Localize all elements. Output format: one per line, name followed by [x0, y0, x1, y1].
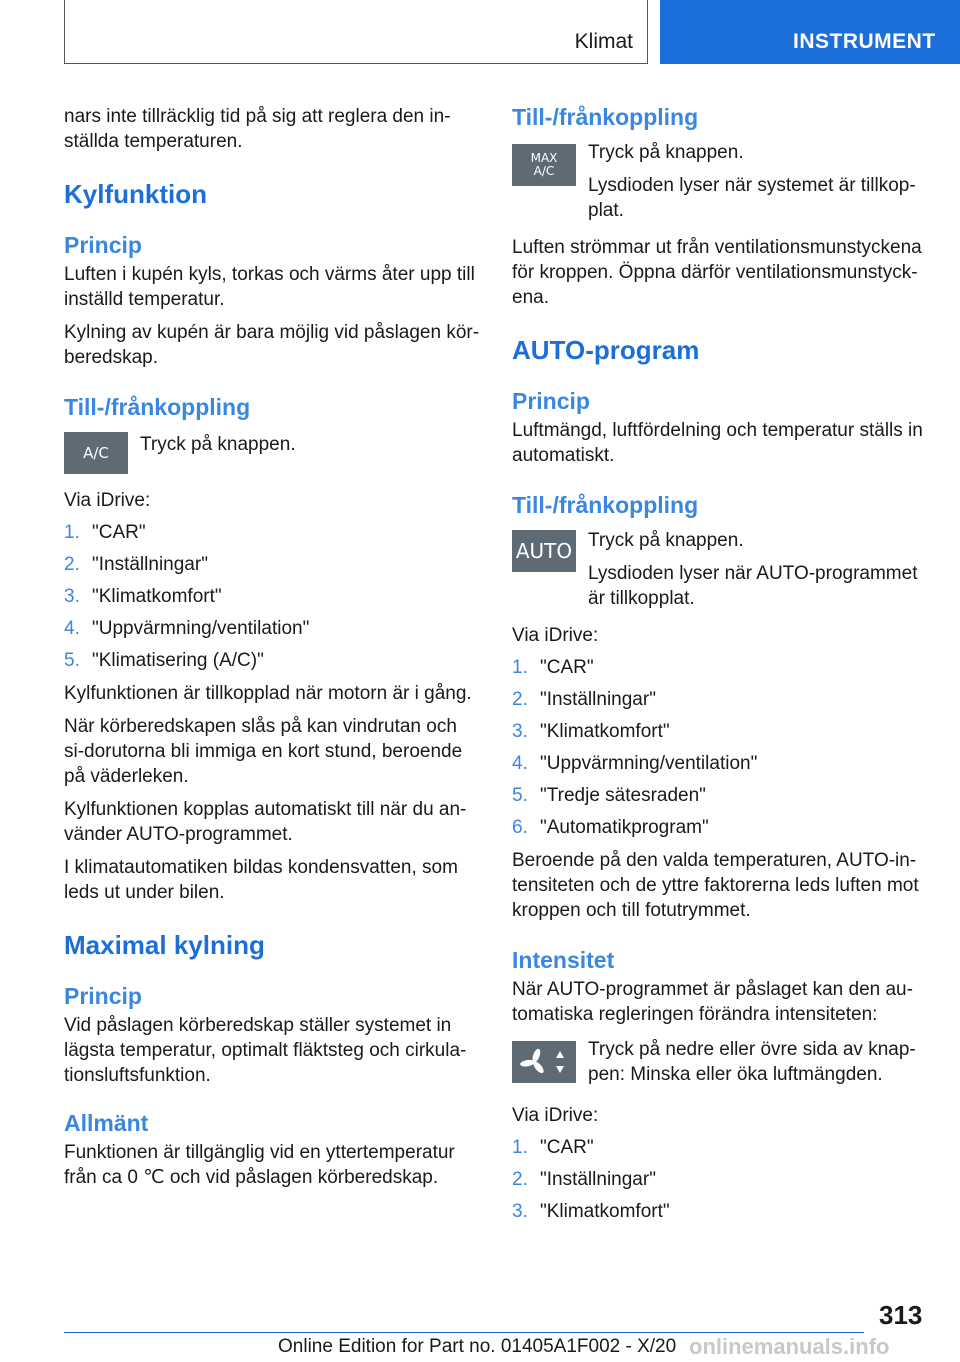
auto-instruction	[512, 526, 928, 611]
list-item	[512, 1135, 928, 1160]
idrive-list-3	[512, 1135, 928, 1224]
princip3-text: Luftmängd, luftfördelning och temperatur ställs in automatiskt.	[512, 420, 923, 466]
fan-button-icon	[512, 1041, 576, 1083]
list-number: 5.	[512, 785, 528, 806]
fan-text: Tryck på nedre eller övre sida av knap-pen: Minska eller öka luftmängden.	[588, 1039, 916, 1085]
list-number: 3.	[64, 586, 80, 607]
list-number: 2.	[64, 554, 80, 575]
header-section-box	[64, 0, 648, 64]
ac-button-icon	[64, 432, 128, 474]
list-text: "Klimatkomfort"	[540, 721, 670, 742]
allmant-text: Funktionen är tillgänglig vid en yttertemperatur från ca 0 ℃ och vid påslagen körberedskap.	[64, 1142, 455, 1188]
list-number: 5.	[64, 650, 80, 671]
fan-instruction	[512, 1037, 928, 1087]
till2-text-3: Luften strömmar ut från ventilationsmunstyckena för kroppen. Öppna därför ventilationsmunstyck-ena.	[512, 237, 922, 308]
footer-divider	[64, 1332, 864, 1333]
auto-text-2: Lysdioden lyser när AUTO-programmet är tillkopplat.	[588, 563, 918, 609]
list-number: 2.	[512, 689, 528, 710]
list-item	[64, 648, 480, 673]
via-idrive-1: Via iDrive:	[64, 490, 151, 511]
heading-till-fran-3: Till-/frånkoppling	[512, 492, 699, 518]
after-list-text-3: Kylfunktionen kopplas automatiskt till när du an-vänder AUTO-programmet.	[64, 799, 467, 845]
list-text: "Klimatkomfort"	[540, 1201, 670, 1222]
list-text: "Uppvärmning/ventilation"	[540, 753, 758, 774]
list-item	[64, 616, 480, 641]
list-text: "CAR"	[92, 522, 146, 543]
page-number: 313	[879, 1300, 923, 1330]
intensitet-text: När AUTO-programmet är påslaget kan den au-tomatiska regleringen förändra intensiteten:	[512, 979, 913, 1025]
ac-instruction-text: Tryck på knappen.	[140, 434, 296, 455]
heading-princip-2: Princip	[64, 983, 142, 1009]
via-idrive-2: Via iDrive:	[512, 625, 599, 646]
list-text: "Tredje sätesraden"	[540, 785, 706, 806]
max-ac-button-icon	[512, 144, 576, 186]
header-chapter-tab	[660, 0, 960, 64]
header-chapter-label: INSTRUMENT	[793, 30, 936, 53]
list-text: "Uppvärmning/ventilation"	[92, 618, 310, 639]
list-text: "CAR"	[540, 1137, 594, 1158]
list-item	[512, 719, 928, 744]
max-ac-label-1: MAX	[530, 151, 558, 165]
list-number: 2.	[512, 1169, 528, 1190]
idrive-list-2	[512, 655, 928, 840]
heading-till-fran: Till-/frånkoppling	[64, 394, 251, 420]
via-idrive-3: Via iDrive:	[512, 1105, 599, 1126]
heading-kylfunktion: Kylfunktion	[64, 179, 207, 209]
princip-text-2: Kylning av kupén är bara möjlig vid påslagen kör-beredskap.	[64, 322, 480, 368]
ac-button-label: A/C	[83, 444, 109, 462]
list-text: "Automatikprogram"	[540, 817, 709, 838]
max-ac-text-2: Lysdioden lyser när systemet är tillkop-plat.	[588, 175, 916, 221]
list-number: 3.	[512, 721, 528, 742]
list-number: 4.	[512, 753, 528, 774]
ac-instruction	[64, 428, 480, 476]
list-text: "Klimatkomfort"	[92, 586, 222, 607]
intro-text: nars inte tillräcklig tid på sig att reglera den in-ställda temperaturen.	[64, 106, 451, 152]
heading-allmant: Allmänt	[64, 1110, 149, 1136]
heading-princip: Princip	[64, 232, 142, 258]
left-column	[64, 100, 480, 1190]
list-item	[64, 584, 480, 609]
list-item	[512, 1167, 928, 1192]
auto-text-1: Tryck på knappen.	[588, 530, 744, 551]
list-text: "Klimatisering (A/C)"	[92, 650, 264, 671]
header-section-label: Klimat	[574, 30, 633, 53]
max-ac-label-2: A/C	[533, 164, 555, 178]
list-number: 1.	[512, 657, 528, 678]
list-number: 1.	[64, 522, 80, 543]
idrive-list-1	[64, 520, 480, 673]
footer-edition: Online Edition for Part no. 01405A1F002 - X/20	[278, 1336, 677, 1357]
heading-intensitet: Intensitet	[512, 947, 615, 973]
after-list-text-2: När körberedskapen slås på kan vindrutan och si-dorutorna bli immiga en kort stund, beroende på väderleken.	[64, 716, 463, 787]
princip2-text: Vid påslagen körberedskap ställer systemet in lägsta temperatur, optimalt fläktsteg och cirkula-tionsluftsfunktion.	[64, 1015, 467, 1086]
list-number: 1.	[512, 1137, 528, 1158]
max-ac-text-1: Tryck på knappen.	[588, 142, 744, 163]
list-number: 6.	[512, 817, 528, 838]
list-item	[512, 751, 928, 776]
list-item	[512, 1199, 928, 1224]
heading-till-fran-2: Till-/frånkoppling	[512, 104, 699, 130]
auto-button-label: AUTO	[515, 539, 573, 563]
list-item	[512, 687, 928, 712]
list-item	[64, 552, 480, 577]
list-number: 3.	[512, 1201, 528, 1222]
right-column	[512, 100, 928, 1224]
fan-updown-icon	[512, 1041, 576, 1083]
list-item	[512, 655, 928, 680]
watermark: onlinemanuals.info	[689, 1334, 890, 1359]
after-list-text-1: Kylfunktionen är tillkopplad när motorn är i gång.	[64, 683, 472, 704]
heading-auto-program: AUTO-program	[512, 335, 700, 365]
list-text: "CAR"	[540, 657, 594, 678]
list-item	[512, 815, 928, 840]
list-item	[512, 783, 928, 808]
auto-button-icon	[512, 530, 576, 572]
heading-princip-3: Princip	[512, 388, 590, 414]
list-number: 4.	[64, 618, 80, 639]
after-list-text-4: I klimatautomatiken bildas kondensvatten, som leds ut under bilen.	[64, 857, 458, 903]
heading-maximal-kylning: Maximal kylning	[64, 930, 265, 960]
list-item	[64, 520, 480, 545]
list-text: "Inställningar"	[540, 1169, 656, 1190]
after-list-text-5: Beroende på den valda temperaturen, AUTO-in-tensiteten och de yttre faktorerna leds luften mot kroppen och till fotutrymmet.	[512, 850, 919, 921]
list-text: "Inställningar"	[92, 554, 208, 575]
max-ac-instruction	[512, 138, 928, 223]
list-text: "Inställningar"	[540, 689, 656, 710]
princip-text-1: Luften i kupén kyls, torkas och värms åter upp till inställd temperatur.	[64, 264, 475, 310]
